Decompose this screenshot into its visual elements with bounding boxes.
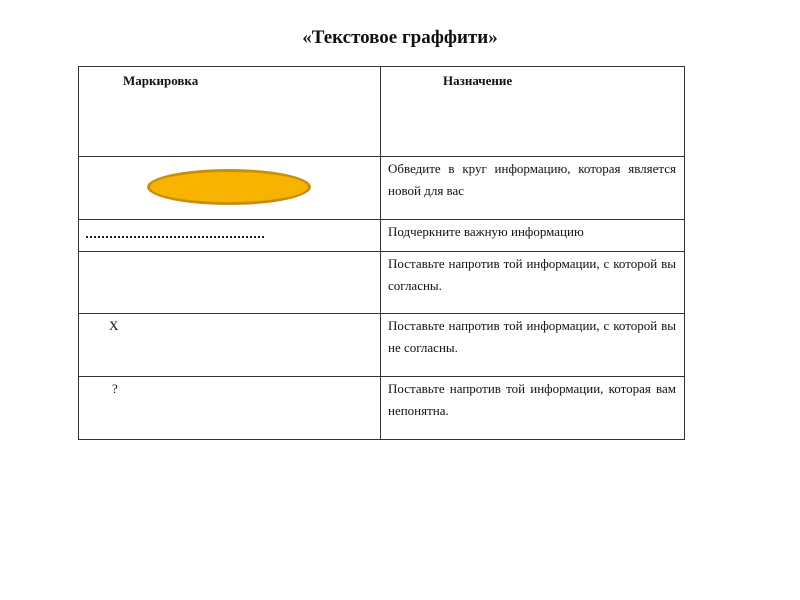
marker-cell (79, 157, 381, 220)
marker-cell (79, 252, 381, 314)
table-row (79, 157, 685, 220)
row-marker (79, 252, 380, 253)
description-cell (381, 377, 685, 440)
description-cell (381, 252, 685, 314)
description-cell (381, 314, 685, 377)
graffiti-table (78, 66, 685, 440)
table-header-row (79, 67, 685, 157)
dotted-underline-icon (86, 230, 264, 238)
header-purpose: Назначение (443, 73, 513, 88)
table-row (79, 377, 685, 440)
table-row (79, 220, 685, 252)
row-description: Поставьте напротив той информации, с которой вы не согласны. (388, 318, 676, 355)
header-cell-marking (79, 67, 381, 157)
row-description: Поставьте напротив той информации, с которой вы согласны. (388, 256, 676, 293)
row-description: Подчеркните важную информацию (388, 224, 584, 239)
table-row (79, 314, 685, 377)
row-description: Обведите в круг информацию, которая является новой для вас (388, 161, 676, 198)
row-marker: X (109, 318, 119, 333)
row-description: Поставьте напротив той информации, которая вам непонятна. (388, 381, 676, 418)
row-marker: ? (112, 381, 118, 396)
page-title: «Текстовое граффити» (302, 27, 498, 48)
description-cell (381, 157, 685, 220)
table-row (79, 252, 685, 314)
header-cell-purpose (381, 67, 685, 157)
marker-cell (79, 377, 381, 440)
marker-cell (79, 314, 381, 377)
header-marking: Маркировка (123, 73, 199, 88)
description-cell (381, 220, 685, 252)
marker-cell (79, 220, 381, 252)
yellow-oval-icon (147, 169, 311, 205)
